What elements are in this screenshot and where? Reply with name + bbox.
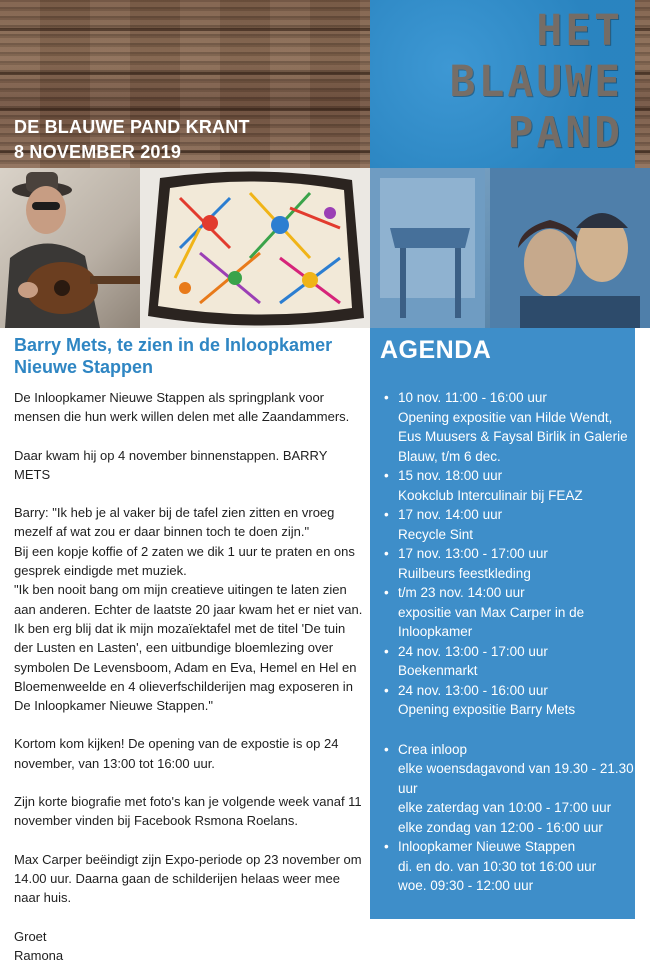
bullet-icon: • (384, 643, 389, 659)
article-paragraph: Barry: "Ik heb je al vaker bij de tafel zien zitten en vroeg mezelf af wat zou er daar binnen toch te doen zijn." Bij een kopje koffie of 2 zaten we dik 1 uur te praten en ons gesprek eindigde met muziek. "Ik ben nooit bang om mijn creatieve uitingen te laten zien aan anderen. Echter de laatste 20 jaar kwam het er niet van. Ik ben erg blij dat ik mijn mozaïektafel met de titel 'De tuin der Lusten en Lasten', een uitbundige bloemlezing over symbolen De Levensboom, Adam en Eva, Hemel en Hel en Bloemenweelde en 4 olieverfschilderijen mag exposeren in De Inloopkamer Nieuwe Stappen." (14, 505, 363, 714)
blue-wall-photo (370, 0, 635, 168)
article-title: Barry Mets, te zien in de Inloopkamer Nieuwe Stappen (14, 335, 333, 377)
sign-word: PAND (507, 108, 623, 158)
gallery-photo (370, 168, 650, 328)
photo-strip (0, 168, 650, 328)
header-banner (0, 0, 650, 168)
agenda-item-text: 17 nov. 13:00 - 17:00 uur Ruilbeurs feestkleding (398, 546, 548, 581)
agenda-item-text: 15 nov. 18:00 uur Kookclub Interculinair bij FEAZ (398, 468, 583, 503)
agenda-list (384, 388, 634, 896)
bullet-icon: • (384, 585, 389, 600)
guitar-player-photo (0, 168, 140, 328)
agenda-item-text: t/m 23 nov. 14:00 uur expositie van Max Carper in de Inloopkamer (398, 585, 585, 639)
agenda-item-text: 24 nov. 13:00 - 17:00 uur Boekenmarkt (398, 643, 548, 678)
article-body (14, 388, 364, 965)
agenda-item-text: Inloopkamer Nieuwe Stappen di. en do. van 10:30 tot 16:00 uur woe. 09:30 - 12:00 uur (398, 839, 597, 893)
agenda-item (384, 837, 634, 896)
article-paragraph: Max Carper beëindigt zijn Expo-periode op 23 november om 14.00 uur. Daarna gaan de schilderijen helaas weer mee naar huis. (14, 851, 362, 906)
article-paragraph: De Inloopkamer Nieuwe Stappen als springplank voor mensen die hun werk willen delen met alle Zaandammers. (14, 390, 350, 425)
sign-word: BLAUWE (449, 57, 623, 107)
agenda-panel (370, 328, 635, 919)
agenda-item-text: 10 nov. 11:00 - 16:00 uur Opening expositie van Hilde Wendt, Eus Muusers & Faysal Birlik in Galerie Blauw, t/m 6 dec. (398, 390, 628, 464)
bullet-icon: • (384, 682, 389, 698)
article-paragraph: Zijn korte biografie met foto's kan je volgende week vanaf 11 november vinden bij Facebook Rsmona Roelans. (14, 794, 362, 829)
agenda-item (384, 388, 634, 466)
newsletter-name: DE BLAUWE PAND KRANT (14, 117, 250, 137)
agenda-item (384, 505, 634, 544)
agenda-item-text: Crea inloop elke woensdagavond van 19.30 - 21.30 uur elke zaterdag van 10:00 - 17:00 uur elke zondag van 12:00 - 16:00 uur (398, 741, 634, 835)
agenda-title: AGENDA (380, 336, 492, 364)
article-signature: Groet Ramona (14, 928, 64, 963)
bullet-icon: • (384, 507, 389, 522)
newsletter-date: 8 NOVEMBER 2019 (14, 142, 182, 162)
bullet-icon: • (384, 839, 389, 854)
newsletter-title (14, 115, 250, 165)
sign-logo (450, 6, 623, 159)
mosaic-table-photo (140, 168, 370, 328)
bullet-icon: • (384, 741, 389, 757)
agenda-item-text: 17 nov. 14:00 uur Recycle Sint (398, 507, 503, 542)
bullet-icon: • (384, 546, 389, 561)
agenda-item-text: 24 nov. 13:00 - 16:00 uur Opening expositie Barry Mets (398, 682, 576, 717)
article (14, 334, 364, 965)
agenda-item (384, 740, 634, 838)
bullet-icon: • (384, 390, 389, 405)
bullet-icon: • (384, 468, 389, 483)
agenda-spacer (384, 720, 634, 740)
sign-word: HET (536, 6, 623, 56)
agenda-item (384, 583, 634, 642)
agenda-item (384, 642, 634, 681)
agenda-item (384, 466, 634, 505)
agenda-item (384, 544, 634, 583)
agenda-item (384, 681, 634, 720)
article-paragraph: Daar kwam hij op 4 november binnenstappen. BARRY METS (14, 447, 328, 482)
article-paragraph: Kortom kom kijken! De opening van de expostie is op 24 november, van 13:00 tot 16:00 uur. (14, 736, 339, 771)
